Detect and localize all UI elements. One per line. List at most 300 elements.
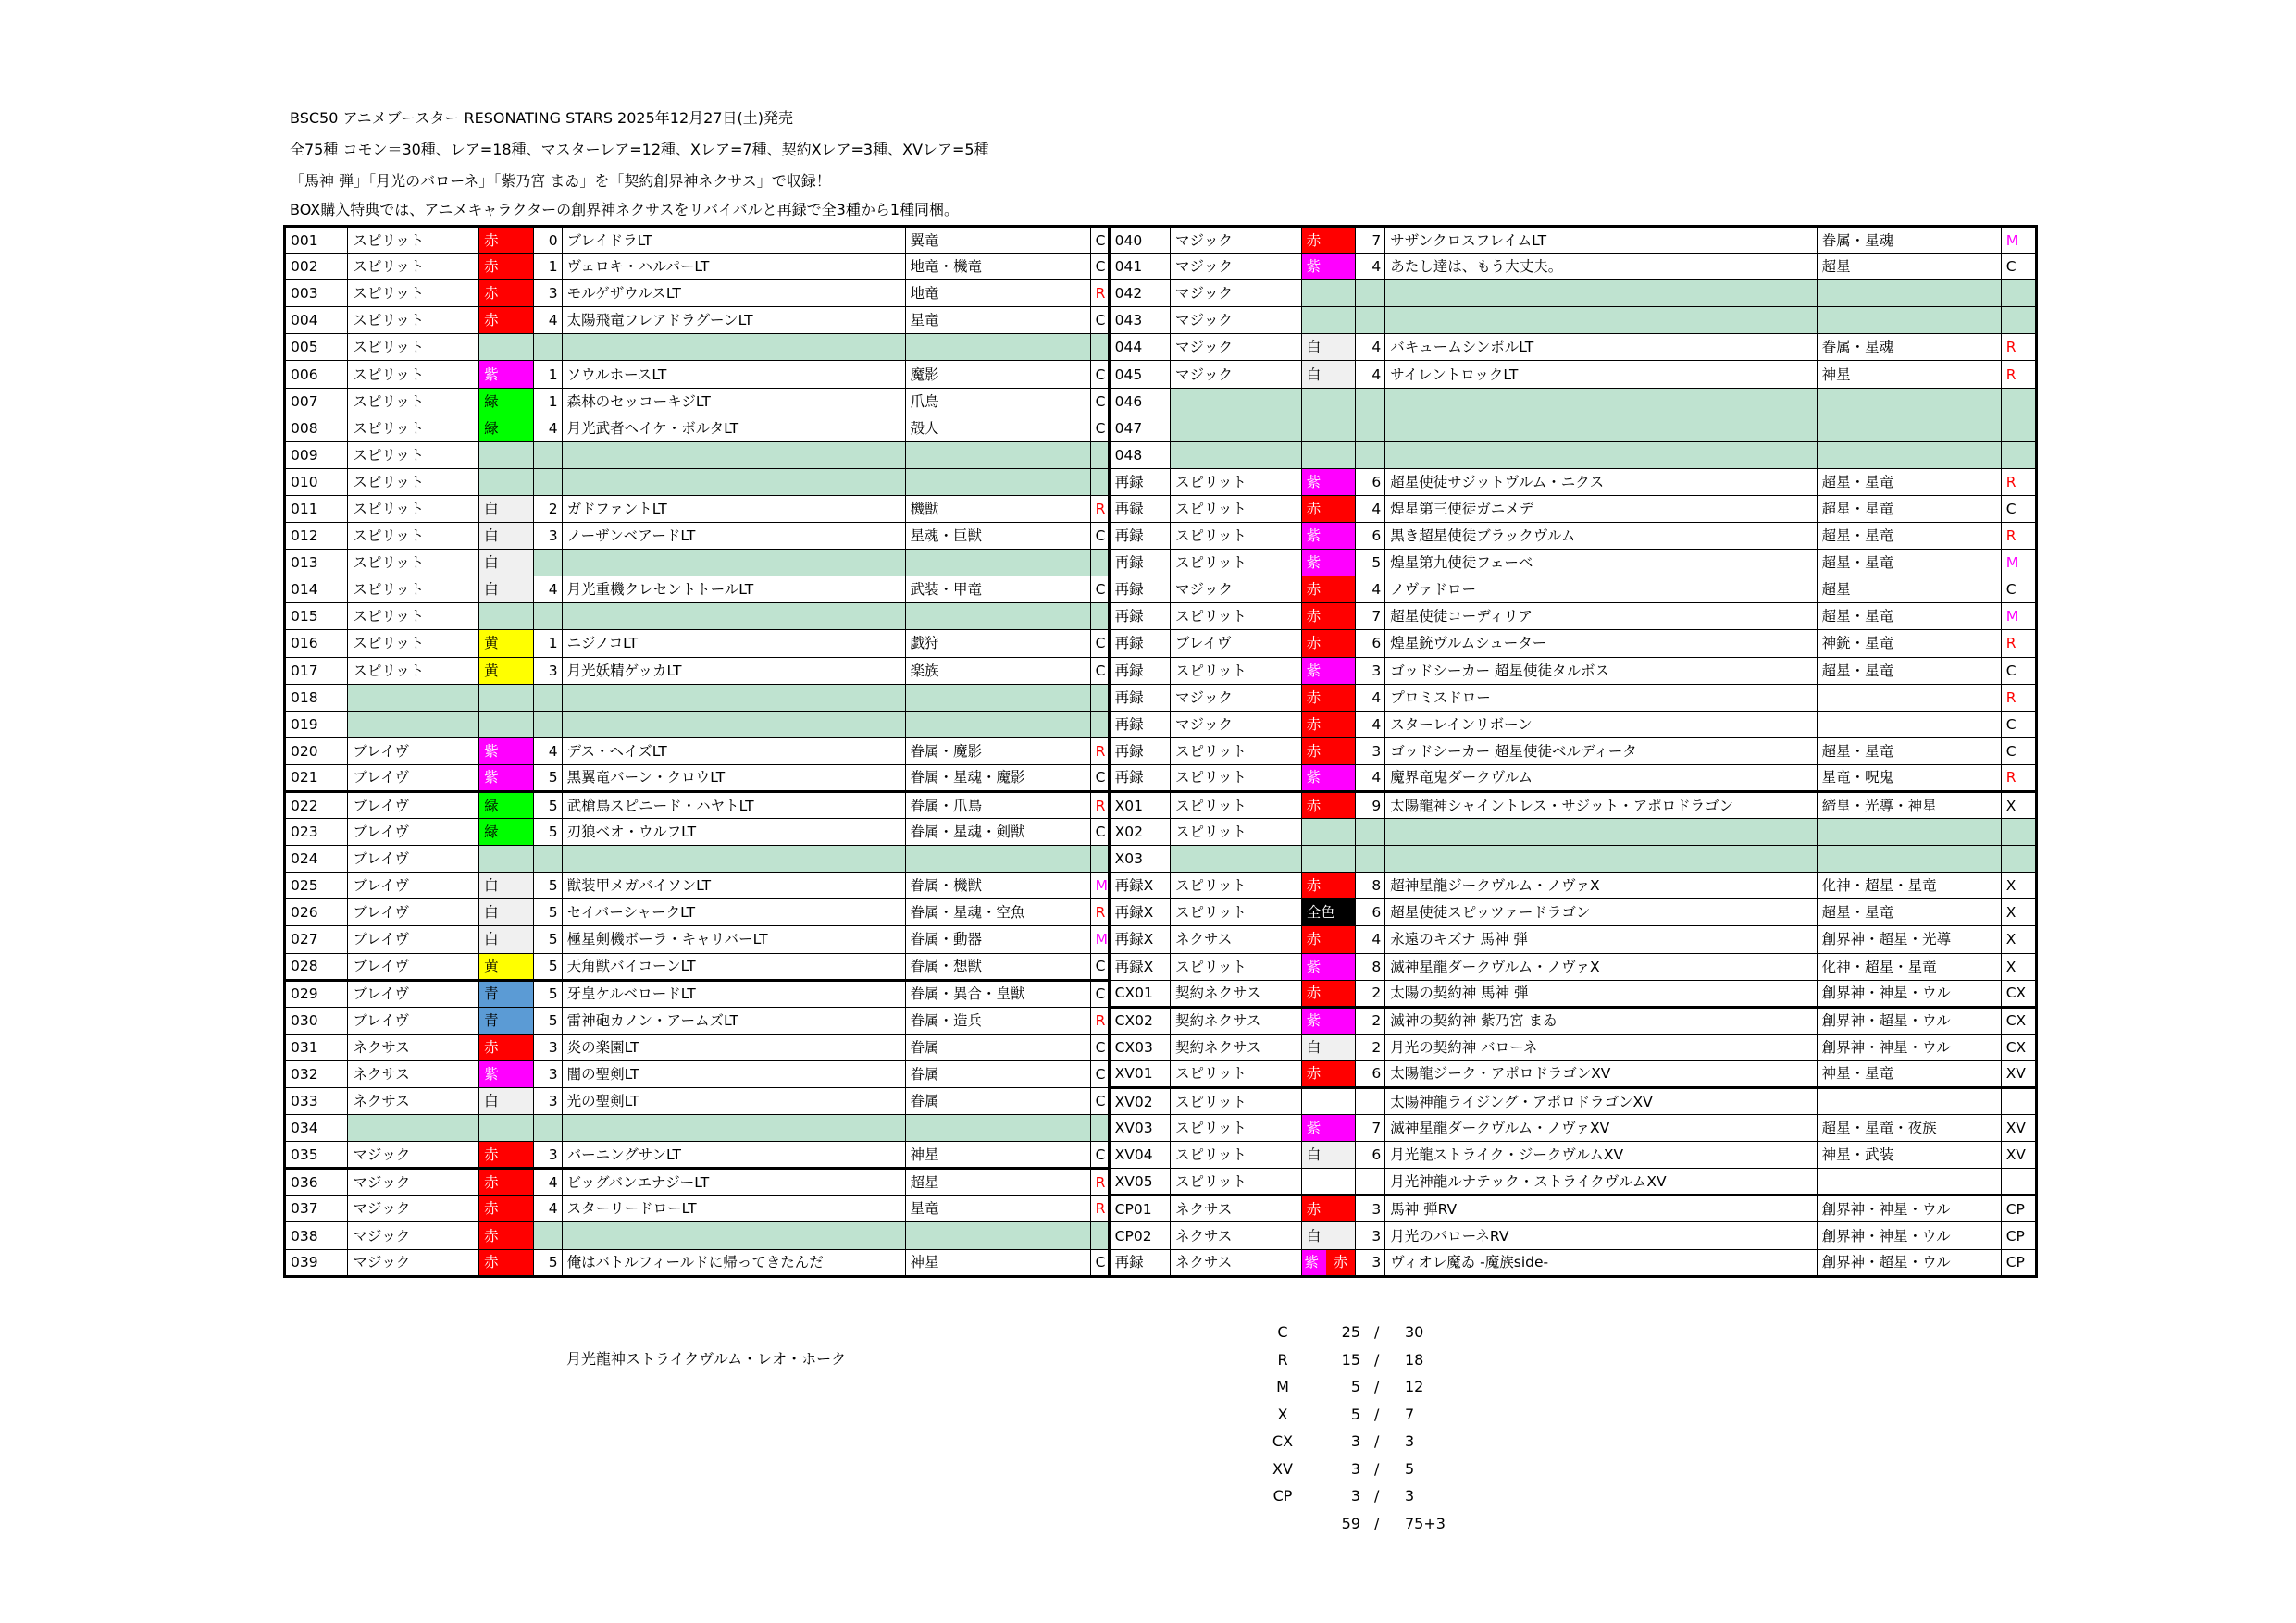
cell-cost: 8 [1356, 873, 1385, 899]
tally-slash: / [1374, 1350, 1380, 1369]
cell-no: 042 [1109, 280, 1170, 307]
cell-cost [534, 1115, 562, 1142]
cell-rarity [2001, 819, 2036, 846]
cell-type [1171, 388, 1302, 415]
cell-rarity: R [1090, 1007, 1109, 1034]
cell-name: ノーザンベアードLT [562, 523, 905, 550]
cell-name [1385, 280, 1817, 307]
cell-type: 契約ネクサス [1171, 980, 1302, 1007]
cell-family: 眷属 [905, 1034, 1090, 1060]
cell-color: 赤 [1301, 873, 1355, 899]
cell-type: ブレイヴ [348, 846, 479, 873]
cell-no: X02 [1109, 819, 1170, 846]
table-row [285, 550, 2037, 576]
footnote: 月光龍神ストライクヴルム・レオ・ホーク [566, 1350, 847, 1368]
cell-name: 武槍鳥スピニード・ハヤトLT [562, 791, 905, 818]
table-row [285, 711, 2037, 737]
table-row [285, 1088, 2037, 1115]
cell-rarity: C [1090, 657, 1109, 684]
cell-cost [534, 334, 562, 361]
cell-name: 月光の契約神 バローネ [1385, 1034, 1817, 1060]
cell-family: 眷属・想獣 [905, 953, 1090, 980]
cell-rarity: XV [2001, 1115, 2036, 1142]
cell-type: スピリット [348, 468, 479, 495]
tally-total: 30 [1405, 1323, 1424, 1341]
cell-color: 全色 [1301, 899, 1355, 926]
cell-rarity: CX [2001, 980, 2036, 1007]
cell-no: 026 [285, 899, 348, 926]
cell-cost: 4 [1356, 711, 1385, 737]
cell-no: 024 [285, 846, 348, 873]
cell-color: 赤 [479, 1142, 534, 1169]
cell-name: 黒翼竜バーン・クロウLT [562, 764, 905, 791]
table-row [285, 254, 2037, 280]
cell-color: 緑 [479, 388, 534, 415]
cell-family [1817, 711, 2001, 737]
cell-no: 001 [285, 227, 348, 254]
cell-rarity: C [1090, 1142, 1109, 1169]
cell-family: 眷属・星魂 [1817, 227, 2001, 254]
cell-cost: 4 [1356, 254, 1385, 280]
cell-family [905, 1222, 1090, 1249]
cell-color: 紫 [479, 737, 534, 764]
cell-family: 星竜 [905, 1196, 1090, 1222]
cell-color: 赤 [1301, 495, 1355, 522]
tally-row [1259, 1373, 1536, 1401]
cell-no: 再録 [1109, 495, 1170, 522]
cell-color [1301, 280, 1355, 307]
cell-color [1301, 1088, 1355, 1115]
cell-rarity: M [2001, 603, 2036, 630]
cell-name: セイバーシャークLT [562, 899, 905, 926]
cell-name [562, 441, 905, 468]
cell-no: 再録 [1109, 1249, 1170, 1276]
title-line: BSC50 アニメブースター RESONATING STARS 2025年12月27日(土)発売 [290, 109, 793, 127]
cell-cost [534, 441, 562, 468]
tally-row [1259, 1428, 1536, 1456]
cell-cost [1356, 415, 1385, 441]
tally-row [1259, 1456, 1536, 1483]
cell-family: 爪鳥 [905, 388, 1090, 415]
cell-cost: 4 [534, 1196, 562, 1222]
cell-no: 009 [285, 441, 348, 468]
cell-cost [1356, 388, 1385, 415]
cell-type: スピリット [1171, 1115, 1302, 1142]
cell-family [1817, 846, 2001, 873]
cell-rarity [1090, 603, 1109, 630]
tally-rarity: CP [1272, 1487, 1293, 1505]
cell-no: 010 [285, 468, 348, 495]
cell-family: 超星・星竜 [1817, 657, 2001, 684]
tally-slash: / [1374, 1487, 1380, 1505]
cell-type: マジック [1171, 361, 1302, 388]
cell-no: 014 [285, 576, 348, 603]
table-row [285, 468, 2037, 495]
table-row [285, 227, 2037, 254]
cell-cost [1356, 819, 1385, 846]
cell-no: 012 [285, 523, 348, 550]
cell-cost: 4 [534, 307, 562, 334]
cell-type: スピリット [1171, 873, 1302, 899]
cell-color: 白 [1301, 1034, 1355, 1060]
cell-rarity: C [1090, 980, 1109, 1007]
cell-type: マジック [1171, 684, 1302, 711]
cell-type: ネクサス [1171, 926, 1302, 953]
cell-cost: 5 [534, 791, 562, 818]
cell-family: 神星 [905, 1142, 1090, 1169]
cell-cost: 3 [534, 1142, 562, 1169]
cell-name: バキュームシンボルLT [1385, 334, 1817, 361]
cell-name: 炎の楽園LT [562, 1034, 905, 1060]
cell-rarity: C [2001, 737, 2036, 764]
cell-name: 太陽龍神シャイントレス・サジット・アポロドラゴン [1385, 791, 1817, 818]
cell-color: 赤 [1301, 1060, 1355, 1087]
cell-family [905, 846, 1090, 873]
box-bonus-line: BOX購入特典では、アニメキャラクターの創界神ネクサスをリバイバルと再録で全3種から1種同梱。 [290, 201, 960, 218]
cell-color: 赤 [479, 254, 534, 280]
cell-name [562, 603, 905, 630]
cell-color: 黄 [479, 657, 534, 684]
cell-no: 028 [285, 953, 348, 980]
cell-rarity: R [2001, 523, 2036, 550]
table-row [285, 361, 2037, 388]
cell-color: 赤 [479, 1222, 534, 1249]
cell-no: 再録 [1109, 550, 1170, 576]
cell-family [905, 468, 1090, 495]
cell-color [479, 684, 534, 711]
cell-color: 紫 [1301, 764, 1355, 791]
cell-family: 眷属・機獣 [905, 873, 1090, 899]
cell-type: スピリット [348, 495, 479, 522]
cell-rarity: M [1090, 926, 1109, 953]
cell-color: 赤 [1301, 630, 1355, 657]
tally-count: 3 [1350, 1487, 1360, 1505]
cell-cost: 6 [1356, 1060, 1385, 1087]
table-row [285, 1222, 2037, 1249]
cell-rarity: R [1090, 1196, 1109, 1222]
cell-type: ブレイヴ [348, 764, 479, 791]
cell-no: 033 [285, 1088, 348, 1115]
cell-no: 025 [285, 873, 348, 899]
tally-total: 3 [1405, 1487, 1415, 1505]
cell-family: 眷属・星魂・魔影 [905, 764, 1090, 791]
cell-name: ソウルホースLT [562, 361, 905, 388]
cell-type: ブレイヴ [348, 819, 479, 846]
cell-no: 034 [285, 1115, 348, 1142]
cell-no: 再録 [1109, 523, 1170, 550]
cell-color [1301, 819, 1355, 846]
cell-cost: 4 [534, 415, 562, 441]
table-row [285, 1034, 2037, 1060]
cell-type: スピリット [348, 388, 479, 415]
cell-type: スピリット [348, 576, 479, 603]
cell-family [1817, 307, 2001, 334]
cell-rarity: C [1090, 1249, 1109, 1276]
table-row [285, 334, 2037, 361]
cell-color: 紫 [1301, 468, 1355, 495]
cell-cost: 4 [1356, 926, 1385, 953]
cell-color [1301, 388, 1355, 415]
cell-type: ネクサス [348, 1088, 479, 1115]
cell-cost [1356, 1169, 1385, 1196]
cell-name: 刃狼ベオ・ウルフLT [562, 819, 905, 846]
cell-no: 039 [285, 1249, 348, 1276]
cell-name: 獣装甲メガバイソンLT [562, 873, 905, 899]
cell-rarity: CP [2001, 1222, 2036, 1249]
cell-no: 再録 [1109, 657, 1170, 684]
cell-rarity: C [1090, 953, 1109, 980]
cell-type: ブレイヴ [348, 953, 479, 980]
color-red: 赤 [1326, 1250, 1355, 1275]
cell-no: 再録 [1109, 603, 1170, 630]
cell-cost [534, 684, 562, 711]
cell-cost [534, 711, 562, 737]
cell-type: マジック [348, 1196, 479, 1222]
cell-name: 太陽飛竜フレアドラグーンLT [562, 307, 905, 334]
cell-color: 赤 [479, 1196, 534, 1222]
cell-cost [1356, 307, 1385, 334]
cell-color: 赤 [1301, 711, 1355, 737]
table-row [285, 603, 2037, 630]
cell-name: プロミスドロー [1385, 684, 1817, 711]
cell-cost: 3 [534, 1034, 562, 1060]
table-row [285, 576, 2037, 603]
cell-name: 滅神星龍ダークヴルム・ノヴァXV [1385, 1115, 1817, 1142]
cell-no: 040 [1109, 227, 1170, 254]
cell-type: スピリット [348, 657, 479, 684]
tally-total: 3 [1405, 1432, 1415, 1450]
cell-type [348, 684, 479, 711]
cell-no: 再録 [1109, 737, 1170, 764]
cell-rarity [1090, 684, 1109, 711]
cell-rarity: C [1090, 1060, 1109, 1087]
cell-cost: 5 [534, 953, 562, 980]
cell-cost: 3 [1356, 657, 1385, 684]
cell-cost: 0 [534, 227, 562, 254]
cell-family: 神星 [905, 1249, 1090, 1276]
cell-rarity: R [1090, 791, 1109, 818]
cell-cost: 4 [1356, 334, 1385, 361]
cell-name: 超星使徒コーディリア [1385, 603, 1817, 630]
summary-line: 全75種 コモン＝30種、レア=18種、マスターレア=12種、Xレア=7種、契約Xレア=3種、XVレア=5種 [290, 141, 989, 158]
cell-color: 白 [479, 523, 534, 550]
cell-type: ブレイヴ [348, 899, 479, 926]
cell-cost: 3 [1356, 737, 1385, 764]
cell-rarity: C [2001, 576, 2036, 603]
cell-rarity: C [1090, 361, 1109, 388]
cell-cost: 2 [1356, 980, 1385, 1007]
cell-color: 赤 [1301, 1196, 1355, 1222]
cell-cost: 4 [534, 737, 562, 764]
cell-cost: 6 [1356, 468, 1385, 495]
cell-type: スピリット [1171, 791, 1302, 818]
cell-family: 星竜 [905, 307, 1090, 334]
cell-cost: 7 [1356, 603, 1385, 630]
cell-no: 045 [1109, 361, 1170, 388]
cell-no: 再録 [1109, 684, 1170, 711]
cell-color: 紫 [1301, 1115, 1355, 1142]
cell-color [479, 468, 534, 495]
tally-count: 15 [1341, 1350, 1360, 1369]
cell-name: 月光龍ストライク・ジークヴルムXV [1385, 1142, 1817, 1169]
cell-color: 白 [1301, 334, 1355, 361]
cell-color: 赤 [1301, 791, 1355, 818]
tally-rarity: R [1277, 1350, 1288, 1369]
cell-type: スピリット [348, 361, 479, 388]
cell-no: 022 [285, 791, 348, 818]
cell-cost: 7 [1356, 1115, 1385, 1142]
table-row [285, 388, 2037, 415]
cell-color [1301, 307, 1355, 334]
cell-rarity: C [1090, 388, 1109, 415]
cell-no: 004 [285, 307, 348, 334]
cell-cost [1356, 1088, 1385, 1115]
cell-family: 殻人 [905, 415, 1090, 441]
cell-family: 魔影 [905, 361, 1090, 388]
cell-type: スピリット [1171, 468, 1302, 495]
cell-family: 創界神・神星・ウル [1817, 1196, 2001, 1222]
tally-row [1259, 1510, 1536, 1538]
cell-type: ブレイヴ [348, 926, 479, 953]
cell-type: ブレイヴ [348, 873, 479, 899]
cell-cost: 3 [534, 280, 562, 307]
cell-family: 創界神・神星・ウル [1817, 1222, 2001, 1249]
cell-no: 011 [285, 495, 348, 522]
cell-family [1817, 1088, 2001, 1115]
cell-no: 013 [285, 550, 348, 576]
cell-name: 牙皇ケルベロードLT [562, 980, 905, 1007]
cell-no: 再録X [1109, 953, 1170, 980]
cell-no: 036 [285, 1169, 348, 1196]
cell-no: 032 [285, 1060, 348, 1087]
cell-name [562, 334, 905, 361]
color-purple: 紫 [1301, 1250, 1326, 1275]
table-row [285, 819, 2037, 846]
cell-type: ネクサス [1171, 1222, 1302, 1249]
cell-cost: 7 [1356, 227, 1385, 254]
cell-rarity [1090, 550, 1109, 576]
cell-type: ブレイヴ [1171, 630, 1302, 657]
cell-color: 白 [479, 899, 534, 926]
tally-rarity: XV [1272, 1459, 1293, 1478]
cell-rarity [1090, 1222, 1109, 1249]
cell-cost: 8 [1356, 953, 1385, 980]
cell-family [905, 550, 1090, 576]
cell-color: 赤 [479, 1034, 534, 1060]
cell-name: 太陽の契約神 馬神 弾 [1385, 980, 1817, 1007]
table-row [285, 441, 2037, 468]
tally-slash: / [1374, 1405, 1380, 1423]
cell-color: 紫 [479, 1060, 534, 1087]
cell-type [1171, 415, 1302, 441]
cell-cost: 4 [1356, 764, 1385, 791]
cell-family: 眷属・爪鳥 [905, 791, 1090, 818]
cell-color: 紫 [479, 764, 534, 791]
cell-color [479, 603, 534, 630]
cell-family: 眷属・造兵 [905, 1007, 1090, 1034]
cell-color [479, 334, 534, 361]
cell-no: 再録 [1109, 711, 1170, 737]
cell-no: 008 [285, 415, 348, 441]
cell-type: ブレイヴ [348, 737, 479, 764]
cell-color: 赤 [479, 280, 534, 307]
cell-cost: 1 [534, 254, 562, 280]
cell-rarity [2001, 1169, 2036, 1196]
cell-color: 白 [479, 873, 534, 899]
cell-color [1301, 441, 1355, 468]
tally-count: 59 [1341, 1514, 1360, 1532]
cell-no: 再録X [1109, 926, 1170, 953]
cell-no: 048 [1109, 441, 1170, 468]
cell-family: 神銃・星竜 [1817, 630, 2001, 657]
cell-color: 黄 [479, 630, 534, 657]
cell-rarity: C [1090, 227, 1109, 254]
cell-rarity: R [2001, 468, 2036, 495]
cell-cost: 5 [534, 819, 562, 846]
cell-no: 021 [285, 764, 348, 791]
cell-cost: 3 [1356, 1249, 1385, 1276]
cell-type: スピリット [1171, 764, 1302, 791]
cell-cost: 6 [1356, 523, 1385, 550]
cell-no: XV01 [1109, 1060, 1170, 1087]
cell-cost: 3 [1356, 1196, 1385, 1222]
cell-family: 超星・星竜 [1817, 523, 2001, 550]
cell-family: 超星 [1817, 576, 2001, 603]
cell-no: 046 [1109, 388, 1170, 415]
cell-no: 029 [285, 980, 348, 1007]
cell-name: 月光神龍ルナテック・ストライクヴルムXV [1385, 1169, 1817, 1196]
cell-name: ゴッドシーカー 超星使徒タルボス [1385, 657, 1817, 684]
color-split [1301, 1250, 1355, 1275]
cell-type: スピリット [348, 550, 479, 576]
tally-count: 5 [1350, 1405, 1360, 1423]
cell-name [1385, 819, 1817, 846]
cell-type: スピリット [1171, 603, 1302, 630]
cell-type: ネクサス [1171, 1249, 1302, 1276]
cell-rarity: C [1090, 764, 1109, 791]
cell-cost: 5 [534, 926, 562, 953]
cell-family [1817, 415, 2001, 441]
cell-color: 赤 [479, 1169, 534, 1196]
cell-cost: 3 [534, 523, 562, 550]
cell-type: スピリット [1171, 737, 1302, 764]
cell-family: 超星・星竜・夜族 [1817, 1115, 2001, 1142]
cell-color [1301, 846, 1355, 873]
cell-family: 星竜・呪鬼 [1817, 764, 2001, 791]
cell-no: 043 [1109, 307, 1170, 334]
cell-name: 超星使徒スピッツァードラゴン [1385, 899, 1817, 926]
cell-no: 再録 [1109, 576, 1170, 603]
table-row [285, 307, 2037, 334]
cell-family: 創界神・神星・ウル [1817, 980, 2001, 1007]
cell-no: CP02 [1109, 1222, 1170, 1249]
cell-rarity: C [2001, 657, 2036, 684]
cell-type: スピリット [1171, 953, 1302, 980]
cell-color: 紫 [1301, 1007, 1355, 1034]
cell-rarity [2001, 441, 2036, 468]
cell-family: 超星・星竜 [1817, 550, 2001, 576]
cell-cost: 9 [1356, 791, 1385, 818]
cell-family: 神星・星竜 [1817, 1060, 2001, 1087]
cell-family: 武装・甲竜 [905, 576, 1090, 603]
cell-color [479, 711, 534, 737]
cell-no: 002 [285, 254, 348, 280]
cell-cost: 4 [1356, 361, 1385, 388]
cell-rarity [2001, 307, 2036, 334]
cell-rarity [2001, 388, 2036, 415]
cell-family: 翼竜 [905, 227, 1090, 254]
cell-name: モルゲザウルスLT [562, 280, 905, 307]
